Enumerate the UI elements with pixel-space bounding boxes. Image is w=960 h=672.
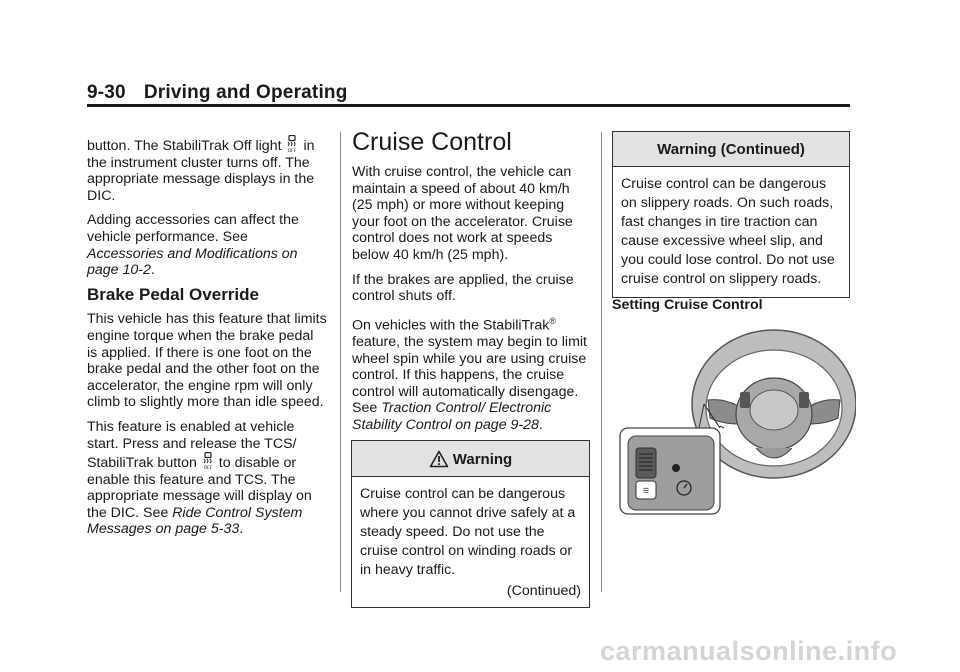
- column-left: [87, 135, 327, 546]
- cross-reference-link[interactable]: Accessories and Modifications on page 10-2: [87, 245, 298, 279]
- warning-body: [613, 167, 849, 297]
- paragraph-override: This vehicle has this feature that limits engine torque when the brake pedal is applied. If there is one foot on the brake pedal and the other foot on the accelerator, the engine rpm will only climb to slightly more than idle speed.: [87, 311, 327, 411]
- page-header: [87, 82, 348, 104]
- text: in the instrument cluster turns off. The appropriate message displays in the DIC.: [87, 138, 315, 204]
- column-middle: [352, 128, 590, 442]
- text: On vehicles with the StabiliTrak: [352, 317, 550, 334]
- paragraph-stabilitrak: On vehicles with the StabiliTrak® feature, the system may begin to limit wheel spin while you are using cruise control. If this happens, the cruise control will automatically disengage. See Traction Control/ Electronic Stability Control on page 9-28.: [352, 315, 587, 434]
- text: Adding accessories can affect the vehicle performance. See: [87, 212, 299, 245]
- warning-title: Warning (Continued): [613, 132, 849, 167]
- column-divider: [601, 132, 602, 592]
- svg-text:OFF: OFF: [203, 466, 213, 471]
- warning-title: [352, 441, 589, 477]
- cruise-control-buttons-inset: [620, 428, 720, 514]
- watermark-text: carmanualsonline.info: [600, 636, 898, 666]
- stabilitrak-off-icon: [286, 135, 298, 153]
- registered-mark: ®: [549, 315, 557, 326]
- warning-body: [352, 477, 589, 607]
- warning-triangle-icon: [429, 450, 449, 468]
- paragraph-tcs: This feature is enabled at vehicle start. Press and release the TCS/ StabiliTrak button OFF to disable or enable this feature and TCS. The appropriate message will display on the DIC. See Ride Control System Messages on page 5-33.: [87, 418, 312, 538]
- cross-reference-link[interactable]: Ride Control System Messages on page 5-33: [87, 504, 303, 538]
- heading-cruise-control: Cruise Control: [352, 128, 512, 156]
- continued-label: (Continued): [506, 583, 581, 599]
- paragraph-brakes: If the brakes are applied, the cruise control shuts off.: [352, 271, 574, 305]
- column-divider: [340, 132, 341, 592]
- warning-box-continued: [612, 131, 850, 298]
- stabilitrak-off-icon: [202, 452, 214, 470]
- header-rule: [87, 104, 850, 107]
- heading-brake-pedal-override: Brake Pedal Override: [87, 284, 259, 304]
- heading-setting-cruise-control: Setting Cruise Control: [612, 297, 763, 313]
- text: to disable or enable this feature and TCS. The appropriate message will display on the DIC. See: [87, 455, 312, 521]
- page-number: 9-30: [87, 82, 126, 103]
- text: button. The StabiliTrak Off light: [87, 138, 282, 154]
- paragraph-accessories: Adding accessories can affect the vehicle performance. See Accessories and Modifications on page 10-2.: [87, 212, 299, 279]
- svg-text:OFF: OFF: [288, 149, 297, 153]
- paragraph-cruise-intro: With cruise control, the vehicle can maintain a speed of about 40 km/h (25 mph) or more without keeping your foot on the accelerator. Cruise control does not work at speeds below 40 km/h (25 mph).: [352, 164, 573, 263]
- svg-text:☰: ☰: [642, 487, 650, 495]
- warning-text: Cruise control can be dangerous where you cannot drive safely at a steady speed. Do not use the cruise control on winding roads or in heavy traffic.: [360, 486, 576, 578]
- warning-box: [351, 440, 590, 608]
- warning-title-text: Warning: [452, 451, 513, 468]
- text: This feature is enabled at vehicle start. Press and release the TCS/ StabiliTrak button: [87, 418, 297, 472]
- steering-wheel-controls-illustration: [616, 328, 856, 533]
- section-title: Driving and Operating: [143, 82, 348, 103]
- warning-text: Cruise control can be dangerous on slippery roads. On such roads, fast changes in tire traction can cause excessive wheel slip, and you could lose control. Do not use cruise control on slippery roads.: [621, 176, 835, 287]
- cross-reference-link[interactable]: Traction Control/ Electronic Stability Control on page 9-28: [352, 400, 552, 434]
- paragraph-stabilitrak-off: [87, 135, 327, 204]
- text: feature, the system may begin to limit wheel spin while you are using cruise control. If this happens, the cruise control will automatically disengage. See: [352, 334, 587, 417]
